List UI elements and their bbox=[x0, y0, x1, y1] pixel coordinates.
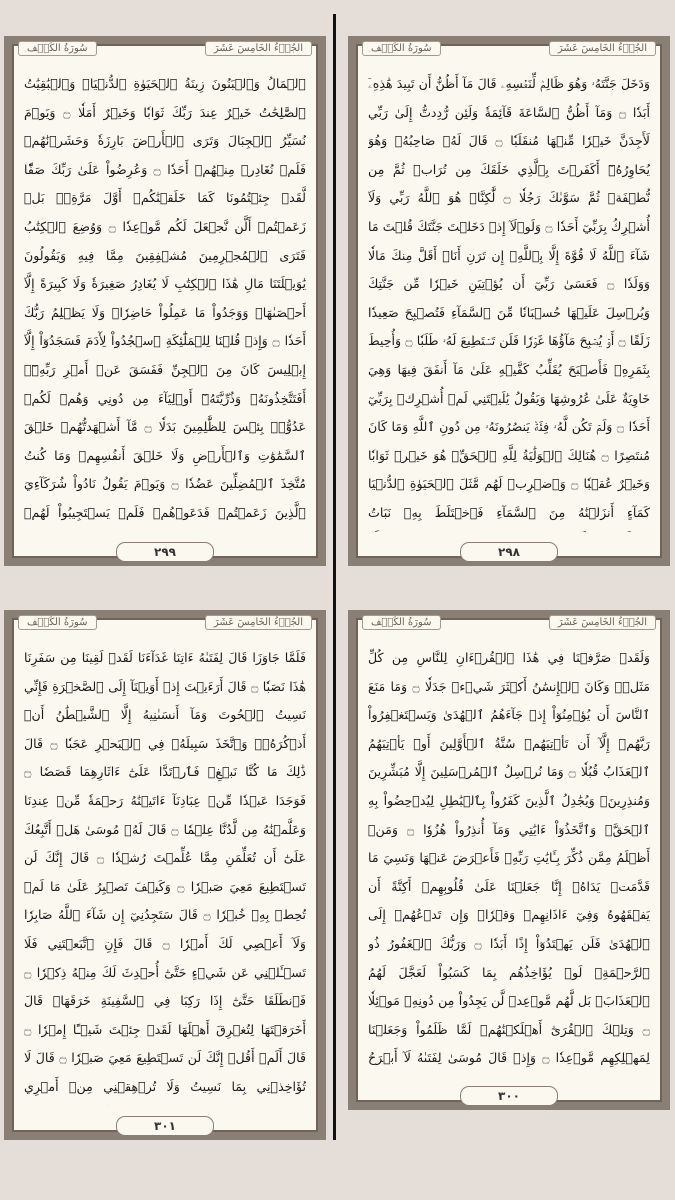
surah-label: سُورَةُ الكَهۡف bbox=[362, 615, 441, 630]
surah-label: سُورَةُ الكَهۡف bbox=[18, 41, 97, 56]
juz-label: الجُزۡءُ الخَامِسَ عَشَرَ bbox=[549, 615, 656, 630]
quran-page-298 bbox=[348, 36, 670, 566]
page-header bbox=[362, 38, 656, 58]
quran-page-299 bbox=[4, 36, 326, 566]
quran-page-301 bbox=[4, 610, 326, 1140]
page-number: ٢٩٨ bbox=[460, 542, 558, 562]
page-text: فَلَمَّا جَاوَزَا قَالَ لِفَتَىٰهُ ءَاتِنَا غَدَآءَنَا لَقَدۡ لَقِينَا مِن سَفَرِنَا هَٰذَا نَصَبٗا ۝ قَالَ أَرَءَيۡتَ إِذۡ أَوَيۡنَآ إِلَى ٱلصَّخۡرَةِ فَإِنِّي نَسِيتُ ٱلۡحُوتَ وَمَآ أَنسَىٰنِيهُ إِلَّا ٱلشَّيۡطَٰنُ أَنۡ أَذۡكُرَهُۥۚ وَٱتَّخَذَ سَبِيلَهُۥ فِي ٱلۡبَحۡرِ عَجَبٗا ۝ قَالَ ذَٰلِكَ مَا كُنَّا نَبۡغِۚ فَٱرۡتَدَّا عَلَىٰٓ ءَاثَارِهِمَا قَصَصٗا ۝ فَوَجَدَا عَبۡدٗا مِّنۡ عِبَادِنَآ ءَاتَيۡنَٰهُ رَحۡمَةٗ مِّنۡ عِندِنَا وَعَلَّمۡنَٰهُ مِن لَّدُنَّا عِلۡمٗا ۝ قَالَ لَهُۥ مُوسَىٰ هَلۡ أَتَّبِعُكَ عَلَىٰٓ أَن تُعَلِّمَنِ مِمَّا عُلِّمۡتَ رُشۡدٗا ۝ قَالَ إِنَّكَ لَن تَسۡتَطِيعَ مَعِيَ صَبۡرٗا ۝ وَكَيۡفَ تَصۡبِرُ عَلَىٰ مَا لَمۡ تُحِطۡ بِهِۦ خُبۡرٗا ۝ قَالَ سَتَجِدُنِيٓ إِن شَآءَ ٱللَّهُ صَابِرٗا وَلَآ أَعۡصِي لَكَ أَمۡرٗا ۝ قَالَ فَإِنِ ٱتَّبَعۡتَنِي فَلَا تَسۡـَٔلۡنِي عَن شَيۡءٍ حَتَّىٰٓ أُحۡدِثَ لَكَ مِنۡهُ ذِكۡرٗا ۝ فَٱنطَلَقَا حَتَّىٰٓ إِذَا رَكِبَا فِي ٱلسَّفِينَةِ خَرَقَهَاۖ قَالَ أَخَرَقۡتَهَا لِتُغۡرِقَ أَهۡلَهَا لَقَدۡ جِئۡتَ شَيۡـًٔا إِمۡرٗا ۝ قَالَ أَلَمۡ أَقُلۡ إِنَّكَ لَن تَسۡتَطِيعَ مَعِيَ صَبۡرٗا ۝ قَالَ لَا تُؤَاخِذۡنِي بِمَا نَسِيتُ وَلَا تُرۡهِقۡنِي مِنۡ أَمۡرِي bbox=[24, 650, 306, 1094]
page-header bbox=[362, 612, 656, 632]
page-number: ٢٩٩ bbox=[116, 542, 214, 562]
page-header bbox=[18, 612, 312, 632]
surah-label: سُورَةُ الكَهۡف bbox=[362, 41, 441, 56]
page-number: ٣٠٠ bbox=[460, 1086, 558, 1106]
juz-label: الجُزۡءُ الخَامِسَ عَشَرَ bbox=[205, 615, 312, 630]
page-number: ٣٠١ bbox=[116, 1116, 214, 1136]
juz-label: الجُزۡءُ الخَامِسَ عَشَرَ bbox=[205, 41, 312, 56]
page-text: وَلَقَدۡ صَرَّفۡنَا فِي هَٰذَا ٱلۡقُرۡءَانِ لِلنَّاسِ مِن كُلِّ مَثَلٖۚ وَكَانَ ٱلۡإِنسَٰنُ أَكۡثَرَ شَيۡءٖ جَدَلٗا ۝ وَمَا مَنَعَ ٱلنَّاسَ أَن يُؤۡمِنُوٓاْ إِذۡ جَآءَهُمُ ٱلۡهُدَىٰ وَيَسۡتَغۡفِرُواْ رَبَّهُمۡ إِلَّآ أَن تَأۡتِيَهُمۡ سُنَّةُ ٱلۡأَوَّلِينَ أَوۡ يَأۡتِيَهُمُ ٱلۡعَذَابُ قُبُلٗا ۝ وَمَا نُرۡسِلُ ٱلۡمُرۡسَلِينَ إِلَّا مُبَشِّرِينَ وَمُنذِرِينَۚ وَيُجَٰدِلُ ٱلَّذِينَ كَفَرُواْ بِٱلۡبَٰطِلِ لِيُدۡحِضُواْ بِهِ ٱلۡحَقَّۖ وَٱتَّخَذُوٓاْ ءَايَٰتِي وَمَآ أُنذِرُواْ هُزُوٗا ۝ وَمَنۡ أَظۡلَمُ مِمَّن ذُكِّرَ بِـَٔايَٰتِ رَبِّهِۦ فَأَعۡرَضَ عَنۡهَا وَنَسِيَ مَا قَدَّمَتۡ يَدَاهُۚ إِنَّا جَعَلۡنَا عَلَىٰ قُلُوبِهِمۡ أَكِنَّةً أَن يَفۡقَهُوهُ وَفِيٓ ءَاذَانِهِمۡ وَقۡرٗاۖ وَإِن تَدۡعُهُمۡ إِلَى ٱلۡهُدَىٰ فَلَن يَهۡتَدُوٓاْ إِذًا أَبَدٗا ۝ وَرَبُّكَ ٱلۡغَفُورُ ذُو ٱلرَّحۡمَةِۖ لَوۡ يُؤَاخِذُهُم بِمَا كَسَبُواْ لَعَجَّلَ لَهُمُ ٱلۡعَذَابَۚ بَل لَّهُم مَّوۡعِدٞ لَّن يَجِدُواْ مِن دُونِهِۦ مَوۡئِلٗا ۝ وَتِلۡكَ ٱلۡقُرَىٰٓ أَهۡلَكۡنَٰهُمۡ لَمَّا ظَلَمُواْ وَجَعَلۡنَا لِمَهۡلِكِهِم مَّوۡعِدٗا ۝ وَإِذۡ قَالَ مُوسَىٰ لِفَتَىٰهُ لَآ أَبۡرَحُ bbox=[368, 650, 650, 1066]
quran-page-300 bbox=[348, 610, 670, 1110]
page-text: ٱلۡمَالُ وَٱلۡبَنُونَ زِينَةُ ٱلۡحَيَوٰةِ ٱلدُّنۡيَاۖ وَٱلۡبَٰقِيَٰتُ ٱلصَّٰلِحَٰتُ خَيۡرٌ عِندَ رَبِّكَ ثَوَابٗا وَخَيۡرٌ أَمَلٗا ۝ وَيَوۡمَ نُسَيِّرُ ٱلۡجِبَالَ وَتَرَى ٱلۡأَرۡضَ بَارِزَةٗ وَحَشَرۡنَٰهُمۡ فَلَمۡ نُغَادِرۡ مِنۡهُمۡ أَحَدٗا ۝ وَعُرِضُواْ عَلَىٰ رَبِّكَ صَفّٗا لَّقَدۡ جِئۡتُمُونَا كَمَا خَلَقۡنَٰكُمۡ أَوَّلَ مَرَّةِۭۚ بَلۡ زَعَمۡتُمۡ أَلَّن نَّجۡعَلَ لَكُم مَّوۡعِدٗا ۝ وَوُضِعَ ٱلۡكِتَٰبُ فَتَرَى ٱلۡمُجۡرِمِينَ مُشۡفِقِينَ مِمَّا فِيهِ وَيَقُولُونَ يَٰوَيۡلَتَنَا مَالِ هَٰذَا ٱلۡكِتَٰبِ لَا يُغَادِرُ صَغِيرَةٗ وَلَا كَبِيرَةً إِلَّآ أَحۡصَىٰهَاۚ وَوَجَدُواْ مَا عَمِلُواْ حَاضِرٗاۗ وَلَا يَظۡلِمُ رَبُّكَ أَحَدٗا ۝ وَإِذۡ قُلۡنَا لِلۡمَلَٰٓئِكَةِ ٱسۡجُدُواْ لِأٓدَمَ فَسَجَدُوٓاْ إِلَّآ إِبۡلِيسَ كَانَ مِنَ ٱلۡجِنِّ فَفَسَقَ عَنۡ أَمۡرِ رَبِّهِۦٓۗ أَفَتَتَّخِذُونَهُۥ وَذُرِّيَّتَهُۥٓ أَوۡلِيَآءَ مِن دُونِي وَهُمۡ لَكُمۡ عَدُوُّۢۚ بِئۡسَ لِلظَّٰلِمِينَ بَدَلٗا ۝ مَّآ أَشۡهَدتُّهُمۡ خَلۡقَ ٱلسَّمَٰوَٰتِ وَٱلۡأَرۡضِ وَلَا خَلۡقَ أَنفُسِهِمۡ وَمَا كُنتُ مُتَّخِذَ ٱلۡمُضِلِّينَ عَضُدٗا ۝ وَيَوۡمَ يَقُولُ نَادُواْ شُرَكَآءِيَ ٱلَّذِينَ زَعَمۡتُمۡ فَدَعَوۡهُمۡ فَلَمۡ يَسۡتَجِيبُواْ لَهُمۡ bbox=[24, 76, 306, 520]
page-text: وَدَخَلَ جَنَّتَهُۥ وَهُوَ ظَالِمٞ لِّنَفۡسِهِۦ قَالَ مَآ أَظُنُّ أَن تَبِيدَ هَٰذِهِۦٓ أَبَدٗا ۝ وَمَآ أَظُنُّ ٱلسَّاعَةَ قَآئِمَةٗ وَلَئِن رُّدِدتُّ إِلَىٰ رَبِّي لَأَجِدَنَّ خَيۡرٗا مِّنۡهَا مُنقَلَبٗا ۝ قَالَ لَهُۥ صَاحِبُهُۥ وَهُوَ يُحَاوِرُهُۥٓ أَكَفَرۡتَ بِٱلَّذِي خَلَقَكَ مِن تُرَابٖ ثُمَّ مِن نُّطۡفَةٖ ثُمَّ سَوَّىٰكَ رَجُلٗا ۝ لَّٰكِنَّا۠ هُوَ ٱللَّهُ رَبِّي وَلَآ أُشۡرِكُ بِرَبِّيٓ أَحَدٗا ۝ وَلَوۡلَآ إِذۡ دَخَلۡتَ جَنَّتَكَ قُلۡتَ مَا شَآءَ ٱللَّهُ لَا قُوَّةَ إِلَّا بِٱللَّهِۚ إِن تَرَنِ أَنَا۠ أَقَلَّ مِنكَ مَالٗا وَوَلَدٗا ۝ فَعَسَىٰ رَبِّيٓ أَن يُؤۡتِيَنِ خَيۡرٗا مِّن جَنَّتِكَ وَيُرۡسِلَ عَلَيۡهَا حُسۡبَانٗا مِّنَ ٱلسَّمَآءِ فَتُصۡبِحَ صَعِيدٗا زَلَقًا ۝ أَوۡ يُصۡبِحَ مَآؤُهَا غَوۡرٗا فَلَن تَسۡتَطِيعَ لَهُۥ طَلَبٗا ۝ وَأُحِيطَ بِثَمَرِهِۦ فَأَصۡبَحَ يُقَلِّبُ كَفَّيۡهِ عَلَىٰ مَآ أَنفَقَ فِيهَا وَهِيَ خَاوِيَةٌ عَلَىٰ عُرُوشِهَا وَيَقُولُ يَٰلَيۡتَنِي لَمۡ أُشۡرِكۡ بِرَبِّيٓ أَحَدٗا ۝ وَلَمۡ تَكُن لَّهُۥ فِئَةٞ يَنصُرُونَهُۥ مِن دُونِ ٱللَّهِ وَمَا كَانَ مُنتَصِرًا ۝ هُنَالِكَ ٱلۡوَلَٰيَةُ لِلَّهِ ٱلۡحَقِّۚ هُوَ خَيۡرٞ ثَوَابٗا وَخَيۡرٌ عُقۡبٗا ۝ وَٱضۡرِبۡ لَهُم مَّثَلَ ٱلۡحَيَوٰةِ ٱلدُّنۡيَا كَمَآءٍ أَنزَلۡنَٰهُ مِنَ ٱلسَّمَآءِ فَٱخۡتَلَطَ بِهِۦ نَبَاتُ bbox=[368, 76, 650, 520]
surah-label: سُورَةُ الكَهۡف bbox=[18, 615, 97, 630]
juz-label: الجُزۡءُ الخَامِسَ عَشَرَ bbox=[549, 41, 656, 56]
center-divider bbox=[333, 14, 336, 1140]
page-header bbox=[18, 38, 312, 58]
